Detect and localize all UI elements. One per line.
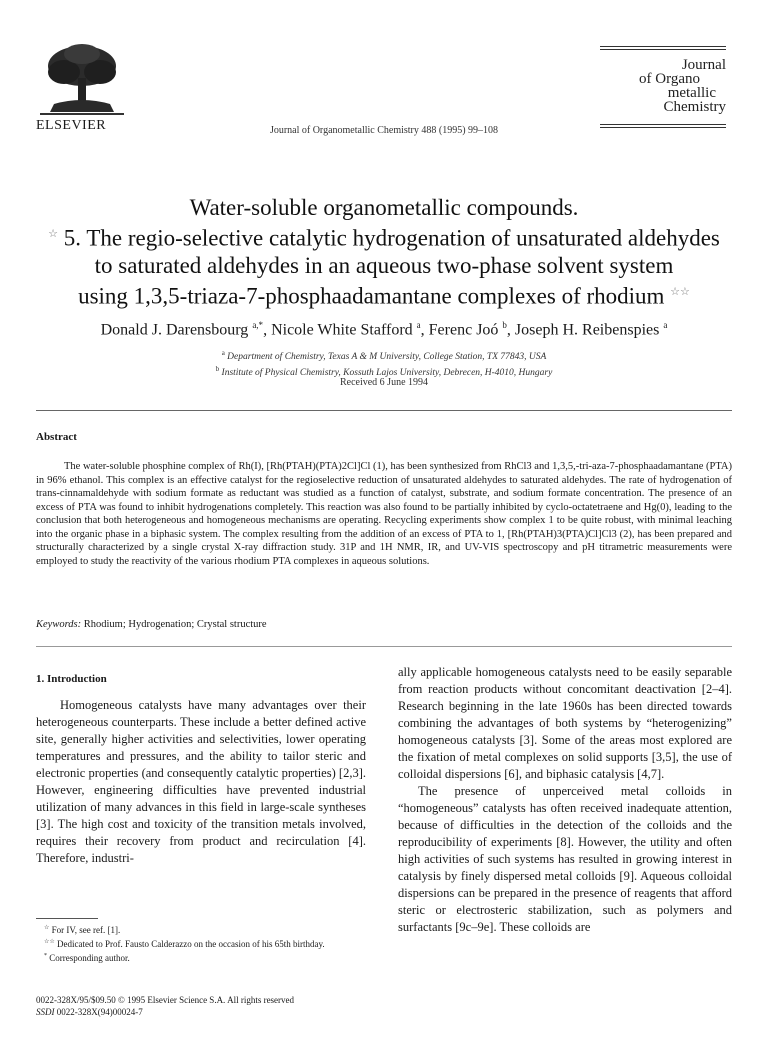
abstract-text: The water-soluble phosphine complex of Rh(I), [Rh(PTAH)(PTA)2Cl]Cl (1), has been synthesized from RhCl3 and 1,3,5,-tri-aza-7-phosphaadamantane (PTA) in 96% ethanol. This complex is an effective catalyst for the regioselective reduction of unsaturated aldehydes to saturated aldehydes. The rate of hydrogenation of trans-cinnamaldehyde with sodium formate as reductant was studied as a function of catalyst, substrate, and sodium formate concentration. The presence of an excess of PTA was found to inhibit hydrogenations completely. This reaction was also found to be partially inhibited by cyclo-octatetraene and Hg(0), leading to the conclusion that both heterogeneous and homogeneous mechanisms are operating. Recycling experiments show complex 1 to be quite robust, with minimal leaching into the organic phase in a biphasic system. The complex resulting from the addition of an excess of PTA to 1, [Rh(PTAH)3(PTA)Cl]Cl3 (2), has been prepared and structurally characterized by a single crystal X-ray diffraction study. 31P and 1H NMR, IR, and UV-VIS spectroscopy and pH titrametric measurements were employed to study the reactivity of the various rhodium PTA complexes in aqueous solutions. (36, 461, 732, 567)
affiliation-a (0, 347, 768, 363)
received-date: Received 6 June 1994 (339, 377, 429, 388)
intro-right-paragraph-1: ally applicable homogeneous catalysts need to be easily separable from reaction products without concomitant deactivation [2–4]. Research beginning in the late 1960s has been directed towards combining the advantages of both systems by “heterogenizing” homogeneous catalysts [3]. Some of the areas most explored are the fixation of metal complexes on solid supports [3,5], the use of colloidal dispersions [6], and biphasic catalysis [4,7]. (398, 665, 732, 781)
rule-above-abstract (36, 410, 732, 411)
footnote-3-mark: * (44, 953, 47, 959)
footnote-1-mark: ☆ (44, 925, 50, 931)
affiliation-a-text: Department of Chemistry, Texas A & M University, College Station, TX 77843, USA (227, 352, 547, 363)
author-4: Joseph H. Reibenspies (514, 321, 660, 339)
section-heading-introduction: 1. Introduction (36, 673, 107, 685)
journal-rule-top-2 (600, 49, 726, 50)
ssdi-value: 0022-328X(94)00024-7 (56, 1007, 143, 1017)
intro-right-paragraph-2: The presence of unperceived metal colloids in “homogeneous” catalysts has often received inadequate attention, because of difficulties in the detection of the colloids and the reproducibility of experiments [8]. However, the utility and often high activities of such systems has resulted in growing interest in catalysis by finely dispersed metal colloids [9]. Aqueous colloidal dispersions can be prepared in the presence of reagents that afford steric or electrosteric stabilization, such as polymers and surfactants [9c–9e]. These colloids are (398, 784, 732, 934)
copyright-line: 0022-328X/95/$09.50 © 1995 Elsevier Science S.A. All rights reserved (36, 995, 295, 1005)
copyright-block (36, 994, 294, 1018)
footnote-1-text: For IV, see ref. [1]. (51, 925, 121, 935)
footnotes (36, 922, 366, 964)
title-footnote-double-star: ☆☆ (670, 285, 690, 298)
author-1-affil: a,* (252, 320, 264, 330)
title-line-4-text: using 1,3,5-triaza-7-phosphaadamantane complexes of rhodium (78, 283, 665, 309)
author-3-affil: b (502, 320, 507, 330)
keywords-label: Keywords: (36, 619, 82, 630)
affiliation-b-text: Institute of Physical Chemistry, Kossuth Lajos University, Debrecen, H-4010, Hungary (221, 368, 553, 379)
footnote-3 (36, 950, 366, 964)
footnote-2 (36, 936, 366, 950)
article-title (20, 194, 748, 309)
rule-below-abstract (36, 646, 732, 647)
ssdi-line (36, 1006, 294, 1018)
title-footnote-star: ☆ (48, 228, 58, 240)
footnote-3-text: Corresponding author. (49, 953, 130, 963)
footnote-2-text: Dedicated to Prof. Fausto Calderazzo on the occasion of his 65th birthday. (57, 939, 325, 949)
abstract-heading: Abstract (36, 431, 77, 443)
title-line-4 (20, 279, 748, 310)
author-4-affil: a (663, 320, 668, 330)
journal-citation: Journal of Organometallic Chemistry 488 (1995) 99–108 (269, 125, 499, 136)
title-line-2-text: 5. The regio-selective catalytic hydrogenation of unsaturated aldehydes (63, 225, 720, 251)
affiliations (0, 347, 768, 379)
journal-rule-bottom (600, 124, 726, 125)
footnote-1 (36, 922, 366, 936)
title-line-3: to saturated aldehydes in an aqueous two-phase solvent system (94, 252, 674, 278)
affiliation-a-mark: a (221, 349, 225, 357)
journal-title-line3: metallic (667, 85, 716, 101)
journal-title-line2: of Organo (639, 71, 700, 87)
journal-rule-bottom-2 (600, 127, 726, 128)
author-list: Donald J. Darensbourg $^{a,*}$, Nicole White Stafford $^a$, Ferenc Joó $^b$, Joseph H. Reibenspies $^a$ (100, 320, 668, 339)
footnote-2-mark: ☆☆ (44, 939, 55, 945)
publisher-name: ELSEVIER (36, 118, 107, 133)
author-1: Donald J. Darensbourg (100, 321, 249, 339)
intro-left-column: Homogeneous catalysts have many advantages over their heterogeneous counterparts. These include a better defined active site, generally higher activities and selectivities, lower operating temperatures and pressures, and the ability to tailor steric and electronic properties (and consequently catalytic properties) [2,3]. However, engineering difficulties have prevented industrial utilization of many advances in this field in large-scale syntheses [3]. The high cost and toxicity of the transition metals involved, requires their recovery from product and recirculation [4]. Therefore, industri- (36, 698, 366, 865)
author-2-affil: a (416, 320, 421, 330)
footnote-rule (36, 918, 98, 919)
author-3: Ferenc Joó (428, 321, 499, 339)
keywords (36, 619, 267, 630)
author-2: Nicole White Stafford (271, 321, 413, 339)
journal-title-logo (600, 58, 726, 114)
elsevier-tree-logo (34, 42, 130, 116)
intro-right-column (398, 664, 732, 936)
journal-title-line4: Chemistry (663, 99, 726, 115)
journal-rule-top (600, 46, 726, 47)
title-line-1: Water-soluble organometallic compounds. (189, 195, 579, 220)
ssdi-label: SSDI (36, 1007, 55, 1017)
title-line-2 (20, 221, 748, 252)
keywords-text: Rhodium; Hydrogenation; Crystal structure (83, 619, 267, 630)
affiliation-b-mark: b (215, 365, 220, 374)
journal-title-line1: Journal (681, 57, 726, 73)
